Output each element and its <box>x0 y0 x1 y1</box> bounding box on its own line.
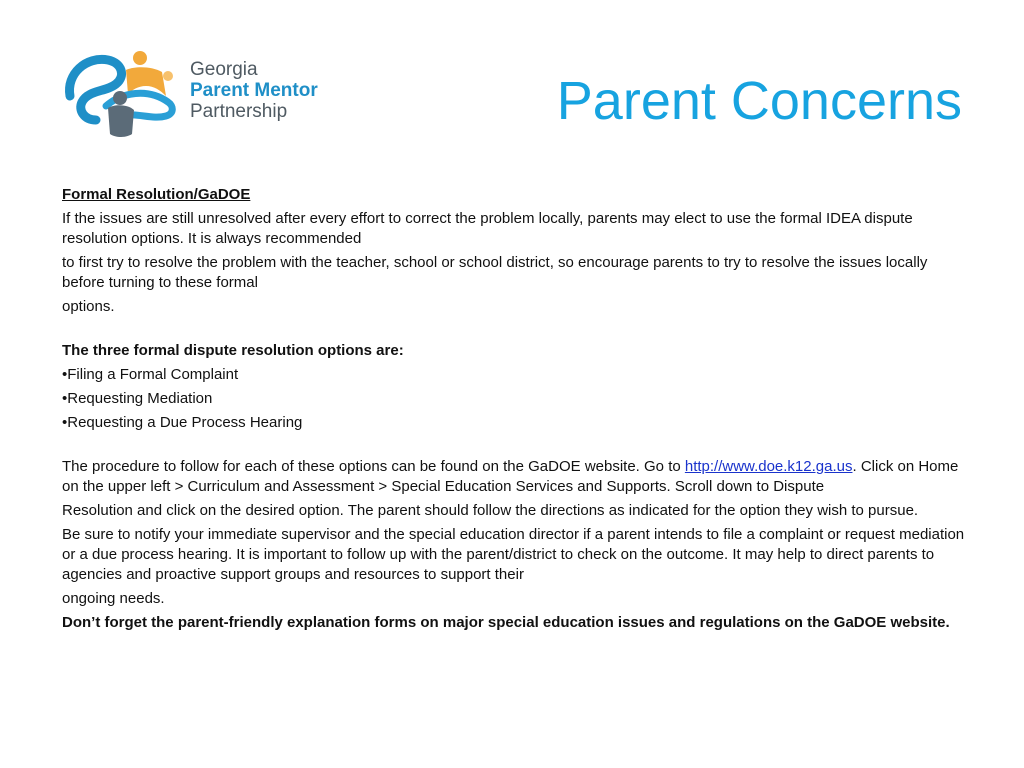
procedure-text-cont: . Click on Home on the upper left > Curriculum and Assessment > Special Education Services and Supports. Scroll down to Dispute <box>62 458 959 495</box>
logo-line-partnership: Partnership <box>190 101 288 122</box>
closing-note: Don’t forget the parent-friendly explanation forms on major special education issues and regulations on the GaDOE website. <box>62 614 950 631</box>
logo-line-georgia: Georgia <box>190 59 258 80</box>
options-list <box>62 365 967 433</box>
notify-continued: ongoing needs. <box>62 590 165 607</box>
notify-paragraph: Be sure to notify your immediate supervisor and the special education director if a parent intends to file a complaint or request mediation or a due process hearing. It is important to follow up with the parent/district to check on the outcome. It may help to direct parents to agencies and proactive support groups and resources to support their <box>62 526 965 583</box>
logo-wordmark <box>190 59 318 122</box>
procedure-text: The procedure to follow for each of these options can be found on the GaDOE website. Go to <box>62 458 685 475</box>
procedure-continued: Resolution and click on the desired option. The parent should follow the directions as indicated for the option they wish to pursue. <box>62 502 919 519</box>
spacer <box>62 321 967 341</box>
slide-body <box>62 185 967 637</box>
gadoe-website-link[interactable]: http://www.doe.k12.ga.us <box>684 458 853 475</box>
intro-paragraph-2: to first try to resolve the problem with the teacher, school or school district, so encourage parents to try to resolve the issues locally before turning to these formal <box>62 254 928 291</box>
parent-mentor-logo-icon <box>62 46 182 140</box>
spacer <box>62 437 967 457</box>
logo-line-parent-mentor: Parent Mentor <box>190 80 318 101</box>
logo <box>62 46 318 140</box>
options-heading: The three formal dispute resolution options are: <box>62 342 404 359</box>
procedure-paragraph <box>62 457 967 497</box>
section-heading: Formal Resolution/GaDOE <box>62 186 251 203</box>
intro-paragraph-1: If the issues are still unresolved after every effort to correct the problem locally, parents may elect to use the formal IDEA dispute resolution options. It is always recommended <box>62 210 913 247</box>
intro-paragraph-3: options. <box>62 298 115 315</box>
list-item: •Requesting Mediation <box>62 390 213 407</box>
slide-title: Parent Concerns <box>556 71 962 131</box>
list-item: •Filing a Formal Complaint <box>62 366 239 383</box>
list-item: •Requesting a Due Process Hearing <box>62 414 303 431</box>
